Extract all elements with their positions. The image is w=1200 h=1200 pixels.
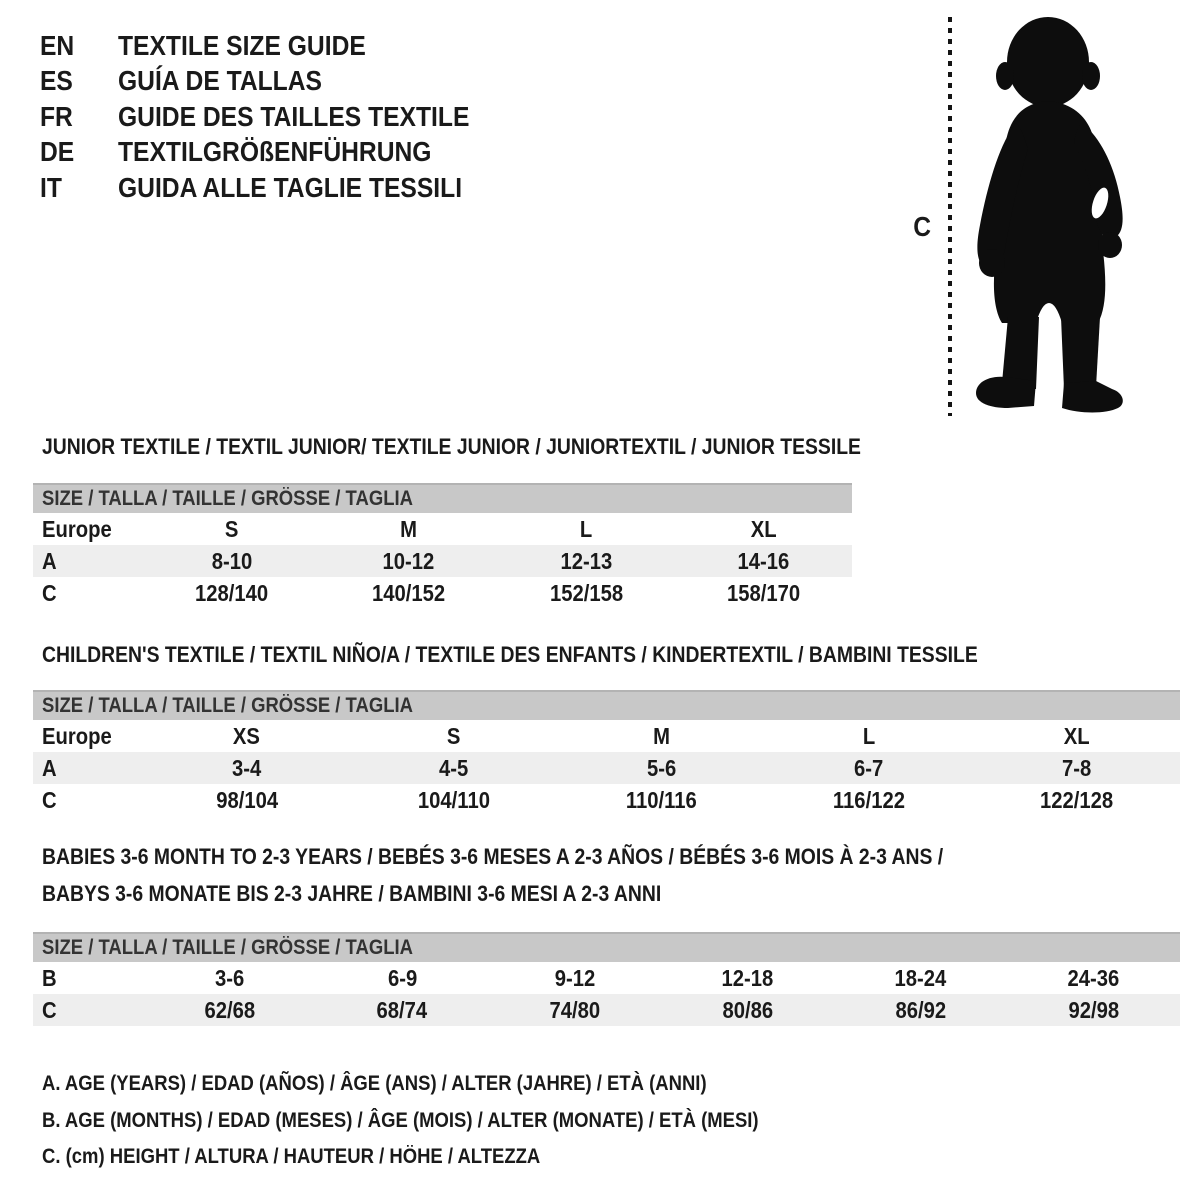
legend-age-years: A. AGE (YEARS) / EDAD (AÑOS) / ÂGE (ANS) / ALTER (JAHRE) / ETÀ (ANNI) [42,1072,707,1095]
months-cell: 9-12 [554,964,596,991]
height-cell: 62/68 [204,996,255,1023]
row-label: A [42,547,57,574]
babies-row-height [33,994,1180,1026]
junior-row-height [33,577,852,609]
months-cell: 6-9 [387,964,417,991]
babies-section-title [42,838,1066,912]
height-cell: 68/74 [376,996,428,1023]
legend-height-cm: C. (cm) HEIGHT / ALTURA / HAUTEUR / HÖHE / ALTEZZA [42,1145,541,1168]
guide-title-de: TEXTILGRÖßENFÜHRUNG [118,136,432,168]
size-cell: XL [1063,722,1090,749]
language-row-it [40,170,517,206]
babies-title-line2: BABYS 3-6 MONATE BIS 2-3 JAHRE / BAMBINI 3-6 MESI A 2-3 ANNI [42,881,662,906]
row-label: C [42,786,57,813]
language-row-es [40,64,517,100]
children-size-table [33,690,1180,816]
row-label: A [42,754,57,781]
children-section-title: CHILDREN'S TEXTILE / TEXTIL NIÑO/A / TEXTILE DES ENFANTS / KINDERTEXTIL / BAMBINI TESSILE [42,642,978,667]
junior-section-title: JUNIOR TEXTILE / TEXTIL JUNIOR/ TEXTILE JUNIOR / JUNIORTEXTIL / JUNIOR TESSILE [42,434,861,459]
language-title-list [40,28,517,206]
age-cell: 8-10 [211,547,252,574]
age-cell: 7-8 [1061,754,1091,781]
size-cell: L [579,515,593,542]
height-cell: 128/140 [195,579,269,606]
height-cell: 80/86 [722,996,774,1023]
height-dotted-line [948,17,952,416]
months-cell: 3-6 [214,964,245,991]
height-cell: 122/128 [1039,786,1113,813]
row-label: Europe [42,722,112,749]
guide-title-es: GUÍA DE TALLAS [118,65,322,97]
children-row-height [33,784,1180,816]
guide-title-it: GUIDA ALLE TAGLIE TESSILI [118,171,463,203]
size-cell: S [447,722,461,749]
babies-size-table [33,932,1180,1026]
guide-title-en: TEXTILE SIZE GUIDE [118,29,366,61]
legend-age-months: B. AGE (MONTHS) / EDAD (MESES) / ÂGE (MOIS) / ALTER (MONATE) / ETÀ (MESI) [42,1108,759,1132]
size-cell: M [400,515,418,542]
height-cell: 152/158 [549,579,623,606]
junior-row-europe [33,513,852,545]
age-cell: 3-4 [232,754,262,781]
height-cell: 116/122 [832,786,905,813]
age-cell: 14-16 [737,547,790,574]
row-label: Europe [42,515,112,542]
height-cell: 74/80 [549,996,601,1023]
height-cell: 92/98 [1068,996,1119,1023]
months-cell: 24-36 [1067,964,1120,991]
language-row-de [40,135,517,171]
size-cell: L [862,722,876,749]
age-cell: 4-5 [439,754,469,781]
age-cell: 6-7 [854,754,884,781]
height-cell: 140/152 [372,579,446,606]
toddler-silhouette-icon [960,15,1138,421]
height-cell: 158/170 [726,579,800,606]
children-size-header-bar: SIZE / TALLA / TAILLE / GRÖSSE / TAGLIA [33,690,1180,720]
language-row-en [40,28,517,64]
language-code-en: EN [40,29,75,61]
size-cell: M [653,722,670,749]
months-cell: 18-24 [894,964,947,991]
row-label: C [42,996,57,1023]
age-cell: 5-6 [646,754,677,781]
junior-size-table [33,483,852,609]
row-label: C [42,579,57,606]
children-row-age [33,752,1180,784]
height-measure-label: C [913,211,932,242]
language-code-es: ES [40,65,73,97]
height-cell: 110/116 [626,786,697,813]
size-cell: XS [233,722,261,749]
babies-title-line1: BABIES 3-6 MONTH TO 2-3 YEARS / BEBÉS 3-6 MESES A 2-3 AÑOS / BÉBÉS 3-6 MOIS À 2-3 ANS / [42,844,944,869]
months-cell: 12-18 [722,964,774,991]
row-label: B [42,964,57,991]
junior-size-header-bar: SIZE / TALLA / TAILLE / GRÖSSE / TAGLIA [33,483,852,513]
measurement-legend [42,1066,856,1176]
babies-row-months [33,962,1180,994]
size-cell: XL [750,515,777,542]
babies-size-header-bar: SIZE / TALLA / TAILLE / GRÖSSE / TAGLIA [33,932,1180,962]
language-row-fr [40,99,517,135]
height-cell: 86/92 [895,996,947,1023]
language-code-it: IT [40,171,62,203]
language-code-de: DE [40,136,75,168]
size-cell: S [224,515,239,542]
height-cell: 104/110 [418,786,491,813]
junior-row-age [33,545,852,577]
age-cell: 10-12 [382,547,435,574]
children-row-europe [33,720,1180,752]
language-code-fr: FR [40,100,73,132]
guide-title-fr: GUIDE DES TAILLES TEXTILE [118,100,470,132]
height-cell: 98/104 [215,786,278,813]
age-cell: 12-13 [560,547,613,574]
